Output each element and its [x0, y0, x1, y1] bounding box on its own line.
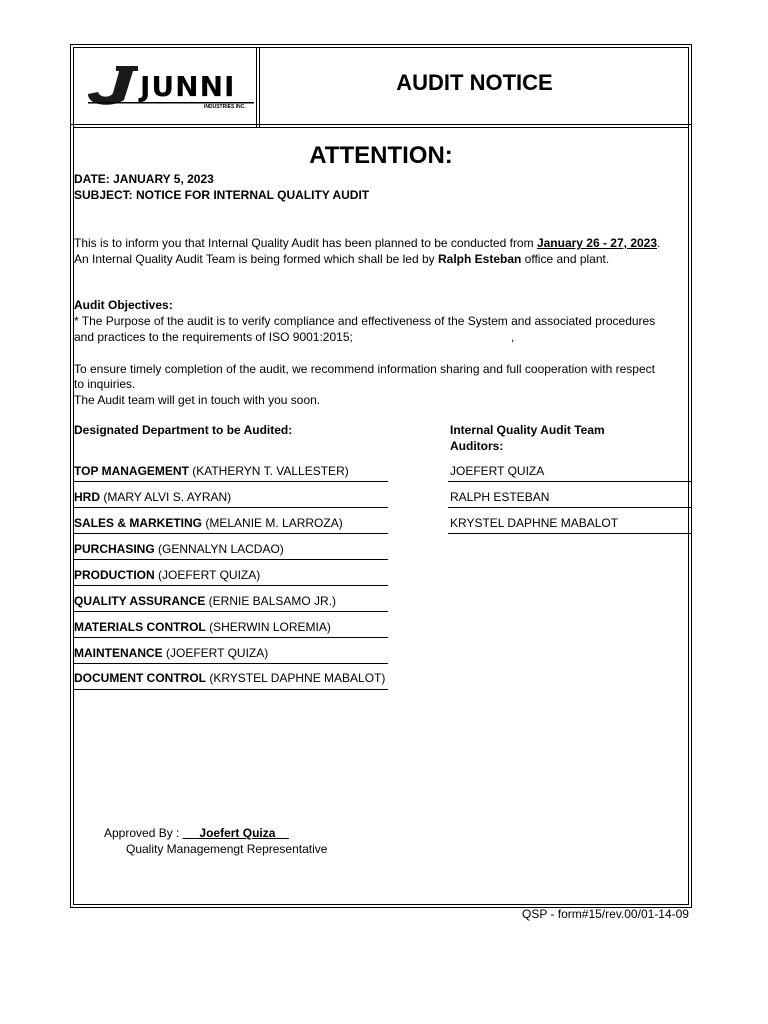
department-person: (GENNALYN LACDAO) — [154, 542, 284, 556]
approver-name: _ _Joefert Quiza__ — [182, 826, 289, 840]
intro-text: This is to inform you that Internal Quality Audit has been planned to be conducted from — [74, 236, 537, 250]
department-row — [74, 490, 231, 505]
department-row-line — [73, 611, 388, 612]
auditor-row-line — [448, 507, 692, 508]
departments-heading: Designated Department to be Audited: — [74, 423, 293, 437]
intro-line-2 — [74, 252, 609, 267]
department-name: QUALITY ASSURANCE — [74, 594, 206, 608]
department-row-line — [73, 533, 388, 534]
audit-dates: January 26 - 27, 2023 — [536, 236, 658, 250]
department-row-line — [73, 481, 388, 482]
auditor-row: KRYSTEL DAPHNE MABALOT — [450, 516, 619, 530]
closing-line-1: To ensure timely completion of the audit, we recommend information sharing and full cooperation with respect — [74, 362, 655, 376]
attention-heading: ATTENTION: — [309, 142, 453, 169]
subject-line: SUBJECT: NOTICE FOR INTERNAL QUALITY AUDIT — [74, 188, 370, 202]
logo-wordmark: JUNNI — [140, 70, 236, 103]
department-row — [74, 646, 268, 661]
department-row-line — [73, 585, 388, 586]
department-row — [74, 594, 336, 609]
department-row — [74, 620, 331, 635]
department-row-line — [73, 559, 388, 560]
department-name: SALES & MARKETING — [74, 516, 203, 530]
department-row — [74, 516, 343, 531]
auditors-heading-line-1: Internal Quality Audit Team — [450, 423, 605, 437]
intro-line-1 — [74, 236, 660, 251]
header-divider — [70, 124, 692, 125]
department-name: PURCHASING — [74, 542, 155, 556]
department-person: (ERNIE BALSAMO JR.) — [205, 594, 337, 608]
department-row-line — [73, 507, 388, 508]
department-name: HRD — [74, 490, 100, 504]
approver-role: Quality Managemengt Representative — [126, 842, 328, 856]
department-person: (MARY ALVI S. AYRAN) — [100, 490, 232, 504]
page-title: AUDIT NOTICE — [396, 70, 553, 95]
date-line: DATE: JANUARY 5, 2023 — [74, 172, 214, 186]
header-logo-divider — [256, 47, 257, 127]
objectives-line-2: and practices to the requirements of ISO 9001:2015; — [74, 330, 353, 344]
department-row-line — [73, 663, 388, 664]
auditor-row-line — [448, 481, 692, 482]
intro-text-2: An Internal Quality Audit Team is being formed which shall be led by — [74, 252, 438, 266]
closing-line-3: The Audit team will get in touch with you soon. — [74, 393, 321, 407]
department-person: (KATHERYN T. VALLESTER) — [188, 464, 349, 478]
department-row — [74, 671, 385, 686]
form-code: QSP - form#15/rev.00/01-14-09 — [522, 907, 689, 921]
team-leader: Ralph Esteban — [437, 252, 522, 266]
department-row — [74, 568, 260, 583]
approval-line — [104, 826, 289, 841]
logo-subtext: INDUSTRIES INC. — [204, 104, 246, 110]
auditor-row: JOEFERT QUIZA — [450, 464, 545, 478]
closing-line-2: to inquiries. — [74, 377, 136, 391]
department-row-line — [73, 637, 388, 638]
department-row-line — [73, 689, 388, 690]
department-person: (JOEFERT QUIZA) — [154, 568, 261, 582]
company-logo — [86, 62, 256, 112]
objectives-line-1: * The Purpose of the audit is to verify compliance and effectiveness of the System and associated procedures — [74, 314, 656, 328]
intro-text-3: office and plant. — [521, 252, 610, 266]
department-person: (MELANIE M. LARROZA) — [202, 516, 343, 530]
stray-comma: , — [511, 330, 515, 344]
auditor-row: RALPH ESTEBAN — [450, 490, 550, 504]
department-person: (SHERWIN LOREMIA) — [205, 620, 331, 634]
department-row — [74, 542, 284, 557]
department-name: PRODUCTION — [74, 568, 155, 582]
department-name: MATERIALS CONTROL — [74, 620, 206, 634]
approval-label: Approved By : — [104, 826, 183, 840]
auditor-row-line — [448, 533, 692, 534]
department-name: MAINTENANCE — [74, 646, 163, 660]
department-row — [74, 464, 349, 479]
auditors-heading-line-2: Auditors: — [450, 439, 504, 453]
department-person: (KRYSTEL DAPHNE MABALOT) — [206, 671, 386, 685]
department-name: DOCUMENT CONTROL — [74, 671, 206, 685]
intro-period: . — [657, 236, 661, 250]
objectives-heading: Audit Objectives: — [74, 298, 173, 312]
department-person: (JOEFERT QUIZA) — [162, 646, 269, 660]
department-name: TOP MANAGEMENT — [74, 464, 189, 478]
header-divider-inner — [73, 127, 689, 128]
